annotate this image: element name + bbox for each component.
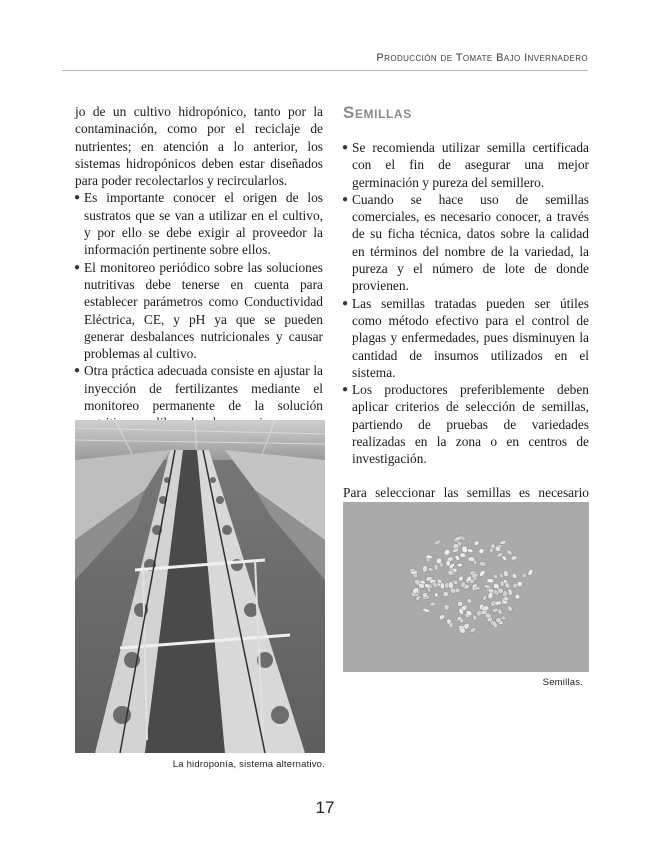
- bullet-item: [343, 381, 589, 467]
- left-bullet-list: [75, 189, 323, 448]
- seed: [444, 604, 450, 610]
- bullet-icon: ●: [74, 192, 81, 204]
- bullet-text: Cuando se hace uso de semillas comerciales, es necesario conocer, a través de su ficha técnica, datos sobre la calidad en términos del nombre de la variedad, la pureza y el número de lote de donde provienen.: [352, 191, 589, 294]
- running-header: Producción de Tomate Bajo Invernadero: [376, 52, 588, 64]
- seed: [460, 553, 466, 558]
- bullet-text: Se recomienda utilizar semilla certificada con el fin de asegurar una mejor germinación y pureza del semillero.: [352, 140, 589, 190]
- seed: [455, 536, 462, 540]
- bullet-item: [343, 191, 589, 295]
- bullet-item: [343, 139, 589, 191]
- seed: [500, 580, 504, 586]
- bullet-text: El monitoreo periódico sobre las soluciones nutritivas debe tenerse en cuenta para establecer parámetros como Conductividad Eléctrica, CE, y pH ya que se pueden generar desbalances nutricionales y causar problemas al cultivo.: [84, 259, 323, 362]
- section-heading: Semillas: [343, 103, 412, 122]
- right-bullet-list: [343, 139, 589, 468]
- bullet-icon: ●: [74, 365, 81, 377]
- seeds-caption: Semillas.: [542, 677, 583, 688]
- bullet-text: Los productores preferiblemente deben aplicar criterios de selección de semillas, partiendo de pruebas de variedades realizadas en la zona o en centros de investigación.: [352, 382, 589, 467]
- hydroponics-photo: [75, 420, 325, 753]
- seed: [503, 597, 509, 601]
- right-column: [343, 103, 589, 570]
- seed: [434, 564, 438, 570]
- seed: [422, 565, 428, 572]
- seed: [501, 616, 506, 621]
- header-rule: [62, 70, 588, 71]
- hydroponics-caption: La hidroponía, sistema alternativo.: [172, 759, 325, 770]
- bullet-text: Las semillas tratadas pueden ser útiles como método efectivo para el control de plagas y enfermedades, pues disminuyen la cantidad de insumos utilizados en el sistema.: [352, 295, 589, 380]
- bullet-text: Otra práctica adecuada consiste en ajustar la inyección de fertilizantes mediante el monitoreo permanente de la solución: [84, 363, 323, 414]
- seed: [487, 578, 494, 583]
- page-number: 17: [315, 798, 335, 817]
- seeds-photo: [343, 502, 589, 672]
- bullet-text: Es importante conocer el origen de los sustratos que se van a utilizar en el cultivo, y por ello se debe exigir al proveedor la información pertinente sobre ellos.: [84, 190, 323, 258]
- seed: [474, 586, 481, 590]
- seed: [448, 581, 453, 589]
- bullet-icon: ●: [74, 261, 81, 273]
- left-column: [75, 103, 323, 449]
- bullet-icon: ●: [342, 142, 349, 153]
- intro-paragraph: jo de un cultivo hidropónico, tanto por la contaminación, como por el reciclaje de nutrientes; en atención a lo anterior, los sistemas hidropónicos deben estar diseñados para poder recolectarlos y recircularlos.: [75, 104, 323, 189]
- bullet-item: [75, 259, 323, 363]
- bullet-icon: ●: [342, 193, 349, 205]
- bullet-item: [343, 295, 589, 381]
- paragraph-gap: [343, 468, 589, 484]
- bullet-icon: ●: [342, 297, 349, 309]
- seed: [503, 570, 509, 577]
- closing-paragraph: Para seleccionar las semillas es necesario: [343, 484, 589, 500]
- bullet-item: [75, 189, 323, 258]
- bullet-icon: ●: [342, 384, 349, 396]
